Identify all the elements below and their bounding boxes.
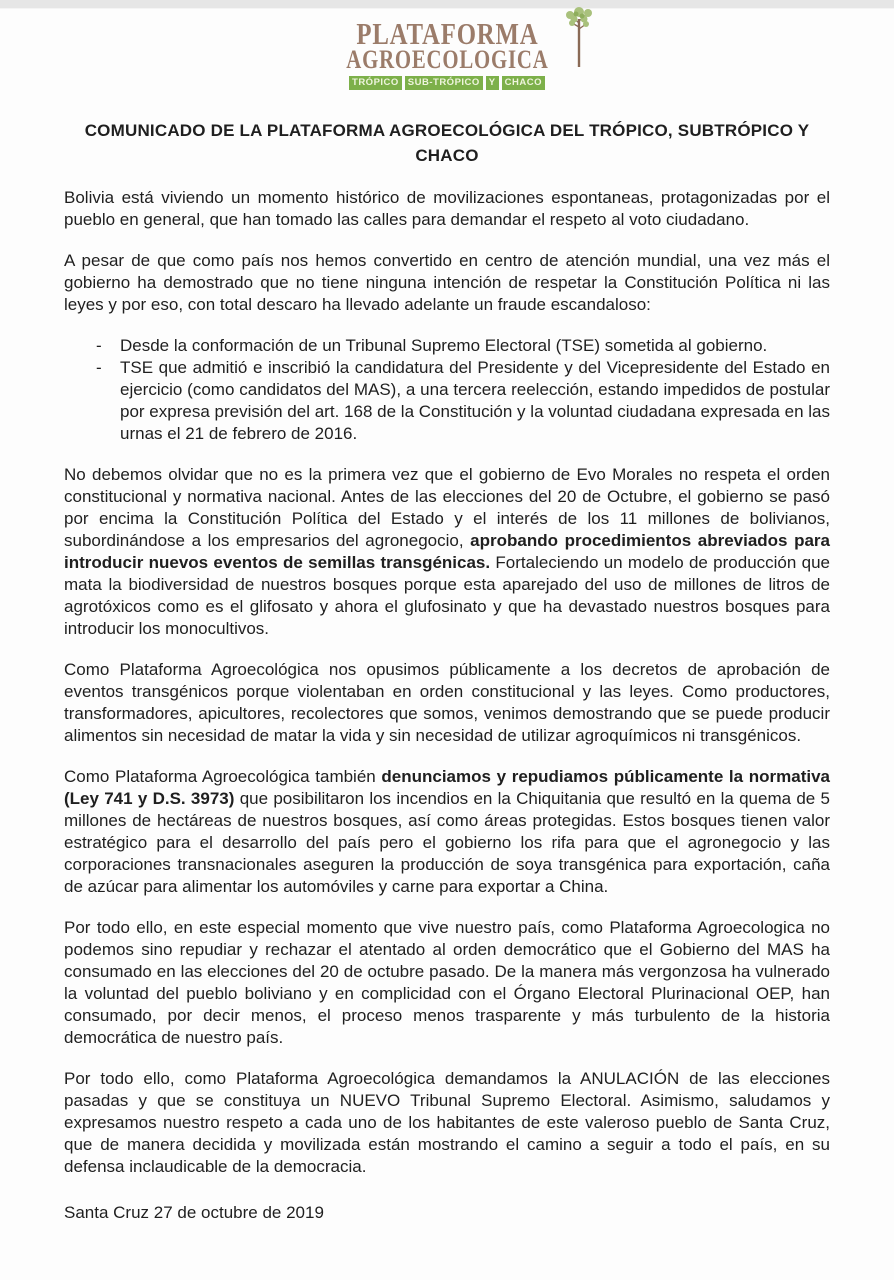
paragraph: [64, 464, 830, 640]
logo-line2: AGROECOLOGICA: [345, 45, 549, 74]
text-run: Fortaleciendo un modelo de producción que mata la biodiversidad de nuestros bosques porque esta aparejado del uso de millones de litros de agrotóxicos como es el glifosato y ahora el glufosinato y que ha devastado nuestros bosques para introducir los monocultivos.: [64, 553, 830, 638]
paragraph: [64, 1068, 830, 1178]
logo-tagline: [321, 76, 574, 90]
tagline-chip: SUB-TRÓPICO: [405, 76, 483, 90]
bold-text: aprobando procedimientos abreviados para introducir nuevos eventos de semillas transgénicas.: [64, 531, 830, 572]
paragraph: [64, 917, 830, 1049]
text-run: Bolivia está viviendo un momento histórico de movilizaciones espontaneas, protagonizadas por el pueblo en general, que han tomado las calles para demandar el respeto al voto ciudadano.: [64, 188, 830, 229]
document-title: COMUNICADO DE LA PLATAFORMA AGROECOLÓGICA DEL TRÓPICO, SUBTRÓPICO Y CHACO: [84, 121, 810, 165]
bullet-list: [64, 335, 830, 445]
paragraph: [64, 250, 830, 316]
logo-inner: [321, 16, 574, 90]
text-run: A pesar de que como país nos hemos convertido en centro de atención mundial, una vez más el gobierno ha demostrado que no tiene ninguna intención de respetar la Constitución Política ni las leyes y por eso, con total descaro ha llevado adelante un fraude escandaloso:: [64, 251, 830, 314]
text-run: Como Plataforma Agroecológica también: [64, 767, 382, 786]
tree-icon: [561, 5, 597, 69]
paragraph: [64, 659, 830, 747]
list-item: - TSE que admitió e inscribió la candidatura del Presidente y del Vicepresidente del Estado en ejercicio (como candidatos del MAS), a una tercera reelección, estando impedidos de postular por expresa previsión del art. 168 de la Constitución y la voluntad ciudadana expresada en las urnas el 21 de febrero de 2016.: [90, 357, 830, 445]
text-run: No debemos olvidar que no es la primera vez que el gobierno de Evo Morales no respeta el orden constitucional y normativa nacional. Antes de las elecciones del 20 de Octubre, el gobierno se pasó por encima la Constitución Política del Estado y el interés de los 11 millones de bolivianos, subordinándose a los empresarios del agronegocio,: [64, 465, 830, 550]
text-run: Como Plataforma Agroecológica nos opusimos públicamente a los decretos de aprobación de eventos transgénicos porque violentaban en orden constitucional y las leyes. Como productores, transformadores, apicultores, recolectores que somos, venimos demostrando que se puede producir alimentos sin necesidad de matar la vida y sin necesidad de utilizar agroquímicos ni transgénicos.: [64, 660, 830, 745]
document-body: [64, 187, 830, 1178]
document-content: [0, 118, 894, 1224]
scan-edge: [0, 0, 894, 9]
text-run: que posibilitaron los incendios en la Chiquitania que resultó en la quema de 5 millones de hectáreas de nuestros bosques, así como áreas protegidas. Estos bosques tienen valor estratégico para el desarrollo del país pero el gobierno los rifa para que el agronegocio y las corporaciones transnacionales aseguren la producción de soya transgénica para exportación, caña de azúcar para alimentar los automóviles y carne para exportar a China.: [64, 789, 830, 896]
text-run: Por todo ello, en este especial momento que vive nuestro país, como Plataforma Agroecologica no podemos sino repudiar y rechazar el atentado al orden democrático que el Gobierno del MAS ha consumado en las elecciones del 20 de octubre pasado. De la manera más vergonzosa ha vulnerado la voluntad del pueblo boliviano y en complicidad con el Órgano Electoral Plurinacional OEP, han consumado, por decir menos, el proceso menos trasparente y más turbulento de la historia democrática de nuestro país.: [64, 918, 830, 1047]
tagline-chip: TRÓPICO: [349, 76, 402, 90]
logo-line1: PLATAFORMA: [355, 16, 539, 51]
paragraph: [64, 187, 830, 231]
tagline-chip: Y: [486, 76, 499, 90]
logo: [0, 9, 894, 90]
tagline-chip: CHACO: [502, 76, 545, 90]
text-run: Por todo ello, como Plataforma Agroecológica demandamos la ANULACIÓN de las elecciones pasadas y que se constituya un NUEVO Tribunal Supremo Electoral. Asimismo, saludamos y expresamos nuestro respeto a cada uno de los habitantes de este valeroso pueblo de Santa Cruz, que de manera decidida y movilizada están mostrando el camino a seguir a todo el país, en su defensa inclaudicable de la democracia.: [64, 1069, 830, 1176]
dateline: Santa Cruz 27 de octubre de 2019: [64, 1203, 324, 1222]
paragraph: [64, 766, 830, 898]
bold-text: denunciamos y repudiamos públicamente la normativa (Ley 741 y D.S. 3973): [64, 767, 830, 808]
list-item: - Desde la conformación de un Tribunal Supremo Electoral (TSE) sometida al gobierno.: [90, 335, 830, 357]
